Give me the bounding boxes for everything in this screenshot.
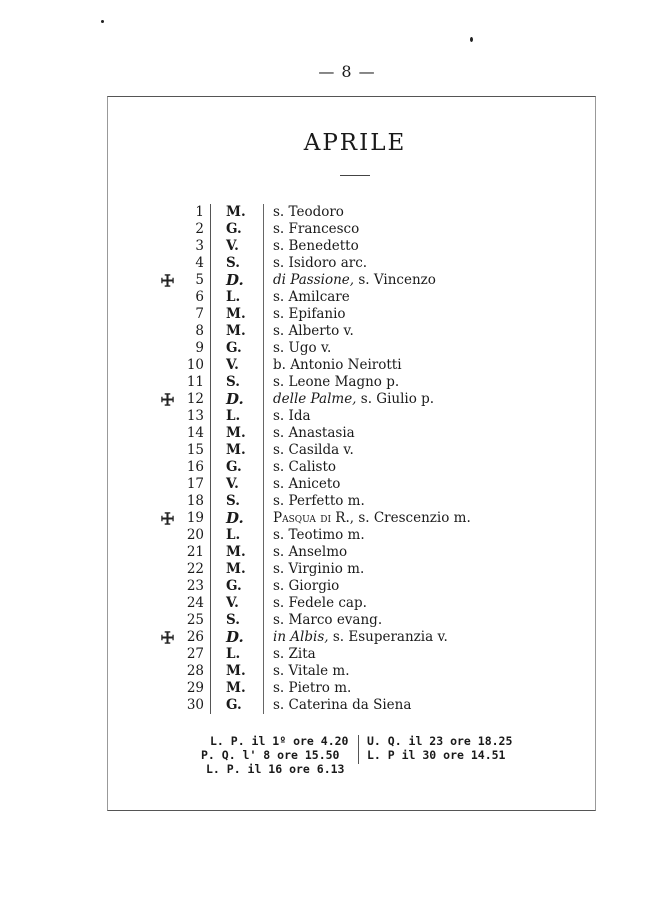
saint-name: [273, 663, 350, 680]
saint-name: [273, 493, 365, 510]
saint-name: [273, 680, 351, 697]
day-number: 16: [186, 459, 204, 475]
weekday-abbrev: S.: [226, 374, 240, 390]
saint-text: s. Zita: [273, 646, 316, 662]
saint-text: s. Virginio m.: [273, 561, 365, 577]
saint-text: s. Vincenzo: [354, 272, 436, 288]
saint-text: s. Giorgio: [273, 578, 340, 594]
moon-phase-line: L. P. il 16 ore 6.13: [206, 762, 345, 776]
maltese-cross-icon: [161, 631, 174, 644]
saint-text: s. Isidoro arc.: [273, 255, 368, 271]
saint-text: b. Antonio Neirotti: [273, 357, 402, 373]
ink-speck: [101, 20, 104, 23]
weekday-abbrev: M.: [226, 680, 246, 696]
saint-text: s. Marco evang.: [273, 612, 383, 628]
day-number: 30: [186, 697, 204, 713]
saint-text: s. Francesco: [273, 221, 360, 237]
day-number: 1: [195, 204, 204, 220]
maltese-cross-icon: [161, 393, 174, 406]
weekday-abbrev: G.: [226, 340, 242, 356]
saint-text: s. Alberto v.: [273, 323, 354, 339]
saint-name: [273, 442, 354, 459]
weekday-abbrev: G.: [226, 697, 242, 713]
weekday-abbrev: S.: [226, 255, 240, 271]
day-number: 21: [186, 544, 204, 560]
saint-name: [273, 697, 411, 714]
day-number: 24: [186, 595, 204, 611]
moon-separator: [358, 735, 359, 764]
day-number: 6: [195, 289, 204, 305]
saint-text: s. Fedele cap.: [273, 595, 367, 611]
saint-name: [273, 340, 331, 357]
saint-text: s. Leone Magno p.: [273, 374, 400, 390]
weekday-abbrev: M.: [226, 306, 246, 322]
saint-name: [273, 408, 311, 425]
saint-text: s. Casilda v.: [273, 442, 354, 458]
weekday-abbrev: L.: [226, 408, 241, 424]
weekday-abbrev: M.: [226, 561, 246, 577]
weekday-abbrev: V.: [226, 595, 239, 611]
saint-name: [273, 289, 350, 306]
day-number: 22: [186, 561, 204, 577]
feast-name: in Albis,: [273, 629, 329, 645]
weekday-abbrev: D.: [226, 628, 244, 646]
day-number: 29: [186, 680, 204, 696]
day-number: 14: [186, 425, 204, 441]
saint-text: s. Crescenzio m.: [354, 510, 471, 526]
day-number: 15: [186, 442, 204, 458]
day-number: 13: [186, 408, 204, 424]
day-number: 4: [195, 255, 204, 271]
moon-phase-line: P. Q. l' 8 ore 15.50: [201, 748, 340, 762]
day-number: 11: [186, 374, 204, 390]
day-number: 17: [186, 476, 204, 492]
saint-text: s. Perfetto m.: [273, 493, 365, 509]
day-number: 25: [186, 612, 204, 628]
feast-name: di Passione,: [273, 272, 355, 288]
day-number: 27: [186, 646, 204, 662]
weekday-abbrev: M.: [226, 442, 246, 458]
day-number: 10: [186, 357, 204, 373]
saint-name: [273, 425, 355, 442]
column-rule-left: [210, 204, 211, 714]
feast-name: delle Palme,: [273, 391, 357, 407]
saint-name: [273, 578, 339, 595]
saint-name: [273, 221, 359, 238]
day-number: 26: [186, 629, 204, 645]
saint-name: [273, 272, 436, 289]
saint-text: s. Ida: [273, 408, 311, 424]
weekday-abbrev: D.: [226, 509, 244, 527]
day-number: 2: [195, 221, 204, 237]
saint-name: [273, 561, 364, 578]
saint-text: s. Anastasia: [273, 425, 355, 441]
saint-name: [273, 391, 434, 408]
saint-text: s. Vitale m.: [273, 663, 350, 679]
saint-name: [273, 323, 354, 340]
saint-name: [273, 459, 336, 476]
saint-text: s. Benedetto: [273, 238, 359, 254]
day-number: 12: [186, 391, 204, 407]
title-rule: [340, 175, 370, 176]
saint-text: s. Pietro m.: [273, 680, 352, 696]
ink-speck: [470, 37, 473, 42]
saint-name: [273, 612, 382, 629]
weekday-abbrev: G.: [226, 221, 242, 237]
moon-phase-line: U. Q. il 23 ore 18.25: [367, 734, 513, 748]
saint-name: [273, 527, 365, 544]
weekday-abbrev: G.: [226, 578, 242, 594]
maltese-cross-icon: [161, 512, 174, 525]
maltese-cross-icon: [161, 274, 174, 287]
month-title: APRILE: [303, 130, 407, 156]
saint-name: [273, 374, 399, 391]
moon-phase-line: L. P. il 1º ore 4.20: [210, 734, 349, 748]
saint-text: s. Amilcare: [273, 289, 350, 305]
saint-name: [273, 510, 471, 527]
weekday-abbrev: D.: [226, 271, 244, 289]
weekday-abbrev: D.: [226, 390, 244, 408]
saint-text: s. Aniceto: [273, 476, 341, 492]
page-number: — 8 —: [318, 62, 376, 81]
saint-text: s. Giulio p.: [356, 391, 435, 407]
weekday-abbrev: S.: [226, 612, 240, 628]
feast-name: Pasqua di R.,: [273, 510, 355, 526]
saint-text: s. Epifanio: [273, 306, 346, 322]
saint-name: [273, 476, 340, 493]
weekday-abbrev: M.: [226, 425, 246, 441]
saint-name: [273, 306, 346, 323]
weekday-abbrev: L.: [226, 527, 241, 543]
weekday-abbrev: G.: [226, 459, 242, 475]
saint-name: [273, 595, 367, 612]
saint-name: [273, 204, 344, 221]
day-number: 20: [186, 527, 204, 543]
weekday-abbrev: L.: [226, 646, 241, 662]
saint-name: [273, 255, 367, 272]
day-number: 9: [195, 340, 204, 356]
saint-text: s. Calisto: [273, 459, 337, 475]
saint-text: s. Ugo v.: [273, 340, 332, 356]
column-rule-right: [263, 204, 264, 714]
saint-text: s. Esuperanzia v.: [328, 629, 448, 645]
saint-name: [273, 238, 359, 255]
saint-name: [273, 629, 448, 646]
weekday-abbrev: M.: [226, 323, 246, 339]
day-number: 3: [195, 238, 204, 254]
saint-text: s. Anselmo: [273, 544, 348, 560]
weekday-abbrev: S.: [226, 493, 240, 509]
day-number: 8: [195, 323, 204, 339]
day-number: 19: [186, 510, 204, 526]
saint-text: s. Teodoro: [273, 204, 344, 220]
saint-name: [273, 544, 347, 561]
weekday-abbrev: L.: [226, 289, 241, 305]
saint-name: [273, 357, 402, 374]
saint-text: s. Caterina da Siena: [273, 697, 412, 713]
weekday-abbrev: V.: [226, 476, 239, 492]
saint-name: [273, 646, 316, 663]
day-number: 18: [186, 493, 204, 509]
weekday-abbrev: M.: [226, 663, 246, 679]
day-number: 23: [186, 578, 204, 594]
day-number: 5: [195, 272, 204, 288]
weekday-abbrev: V.: [226, 238, 239, 254]
weekday-abbrev: M.: [226, 204, 246, 220]
moon-phase-line: L. P il 30 ore 14.51: [367, 748, 506, 762]
day-number: 7: [195, 306, 204, 322]
weekday-abbrev: V.: [226, 357, 239, 373]
day-number: 28: [186, 663, 204, 679]
weekday-abbrev: M.: [226, 544, 246, 560]
saint-text: s. Teotimo m.: [273, 527, 365, 543]
